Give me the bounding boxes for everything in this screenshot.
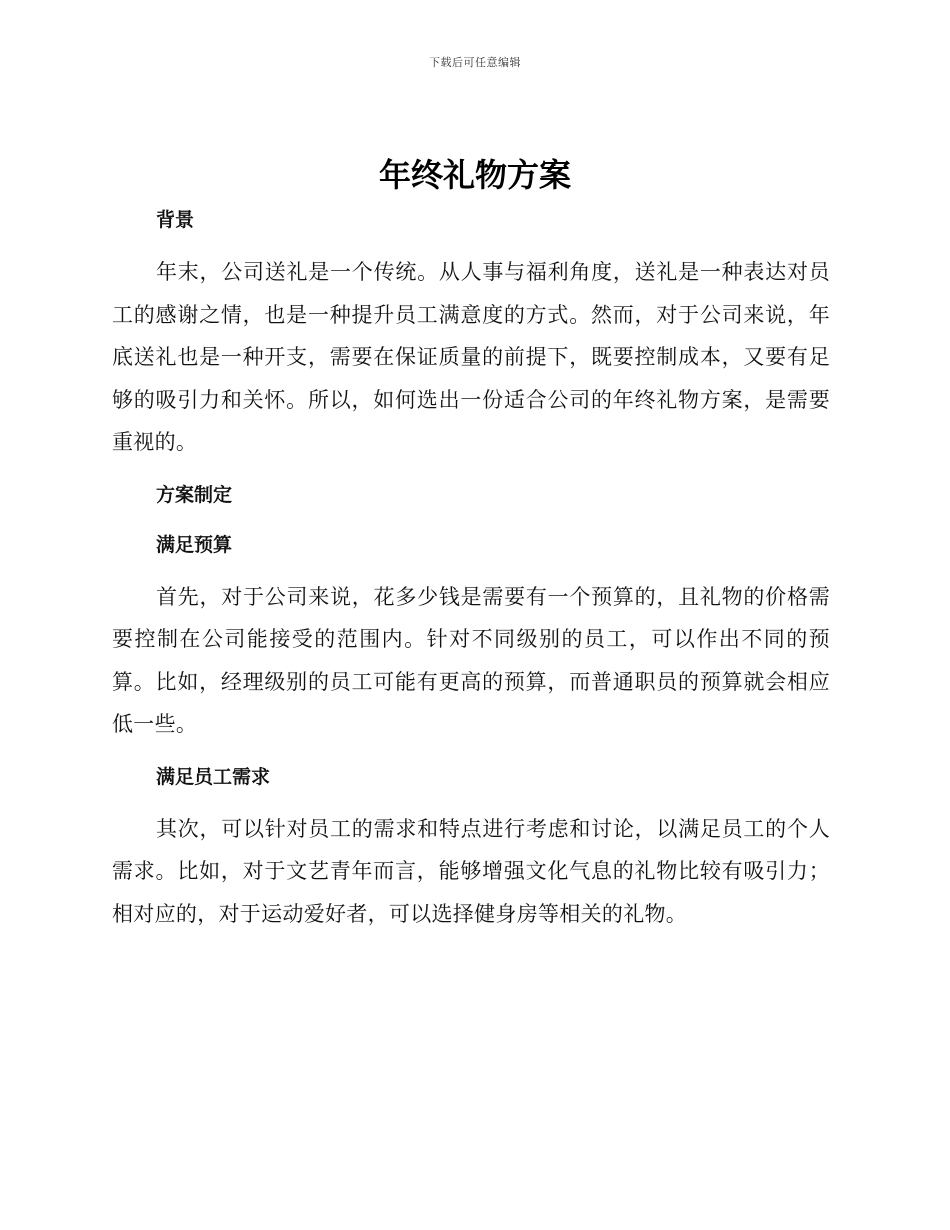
- paragraph-needs: 其次，可以针对员工的需求和特点进行考虑和讨论，以满足员工的个人需求。比如，对于文艺青年而言，能够增强文化气息的礼物比较有吸引力；相对应的，对于运动爱好者，可以选择健身房等相关的礼物。: [112, 816, 830, 926]
- paragraph-budget: 首先，对于公司来说，花多少钱是需要有一个预算的，且礼物的价格需要控制在公司能接受的范围内。针对不同级别的员工，可以作出不同的预算。比如，经理级别的员工可能有更高的预算，而普通职员的预算就会相应低一些。: [112, 584, 830, 736]
- paragraph-background: 年末，公司送礼是一个传统。从人事与福利角度，送礼是一种表达对员工的感谢之情，也是一种提升员工满意度的方式。然而，对于公司来说，年底送礼也是一种开支，需要在保证质量的前提下，既要控制成本，又要有足够的吸引力和关怀。所以，如何选出一份适合公司的年终礼物方案，是需要重视的。: [112, 260, 830, 454]
- document-title: 年终礼物方案: [378, 156, 571, 194]
- heading-needs: 满足员工需求: [156, 765, 271, 788]
- heading-budget: 满足预算: [156, 533, 233, 556]
- heading-background: 背景: [156, 209, 195, 231]
- document-body: [112, 203, 830, 935]
- header-note: 下载后可任意编辑: [429, 56, 521, 69]
- heading-plan: 方案制定: [156, 483, 233, 506]
